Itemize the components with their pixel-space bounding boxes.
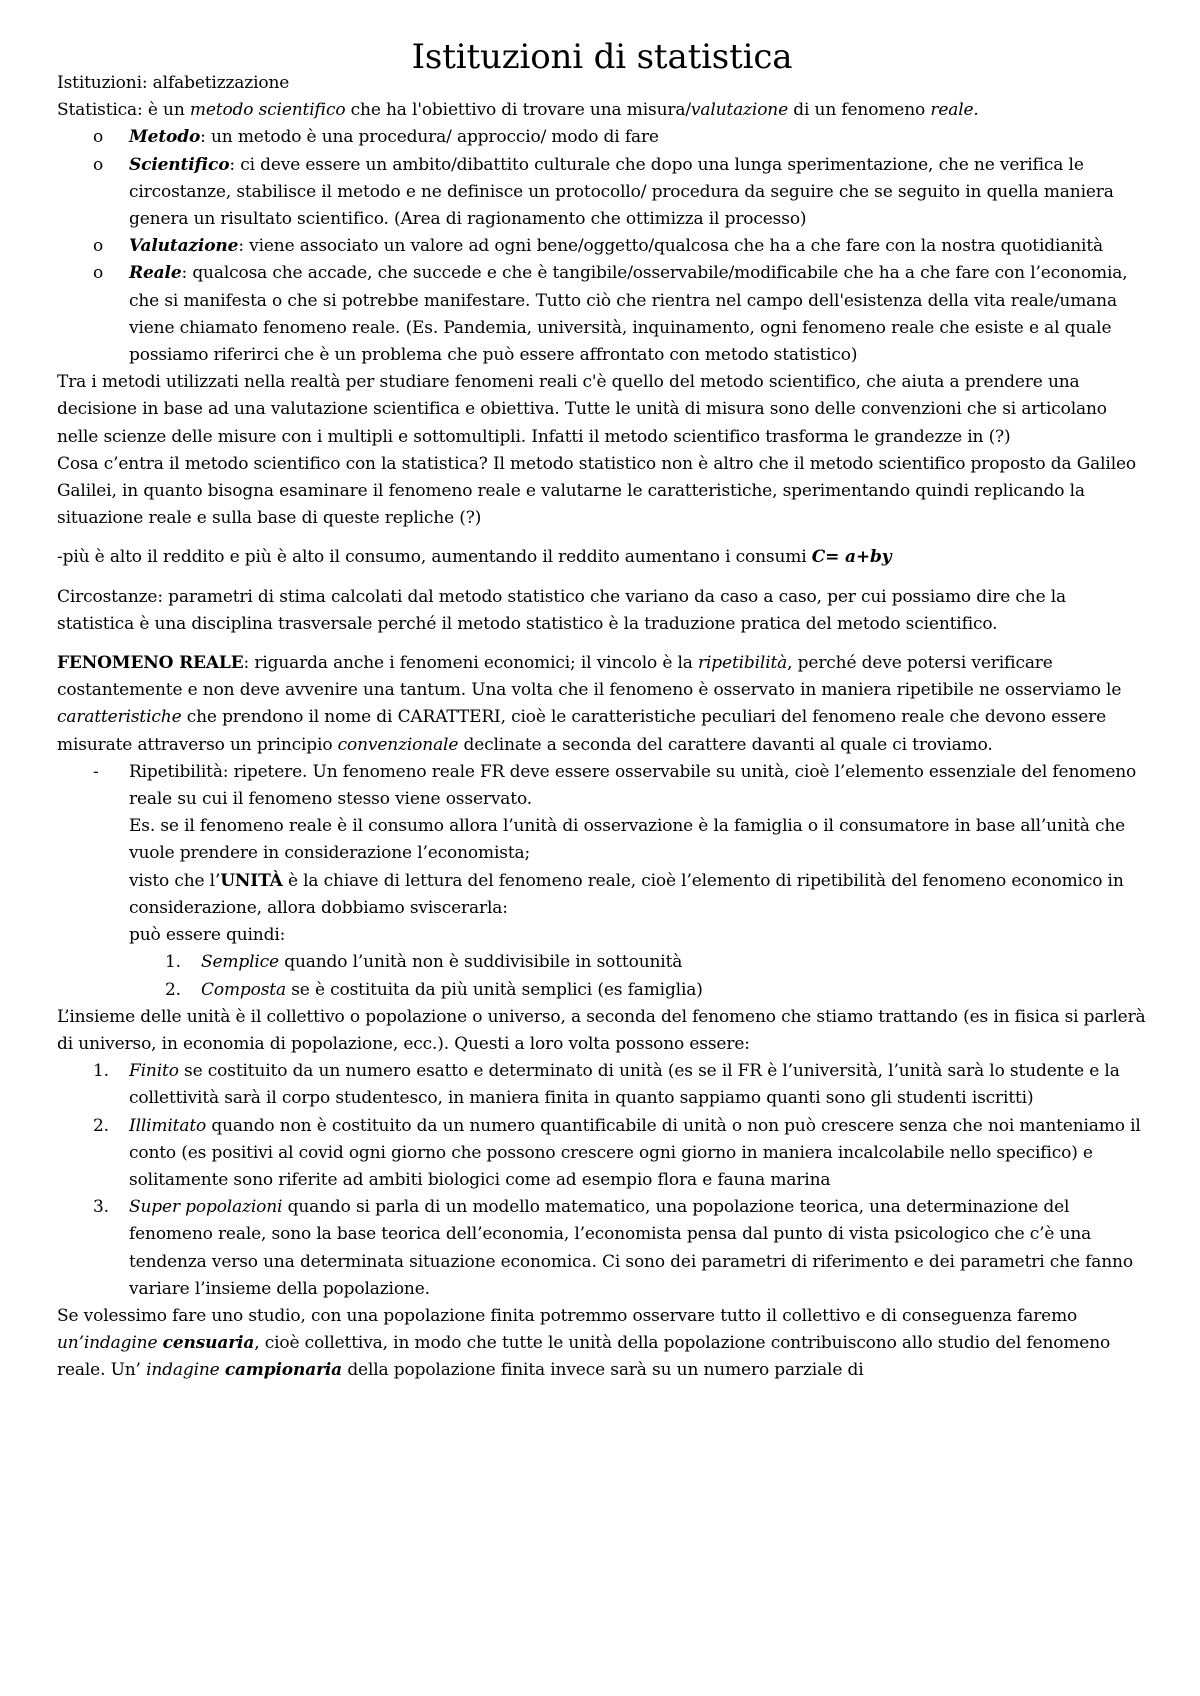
intro-line: Istituzioni: alfabetizzazione [57, 73, 290, 93]
list-item-super-popolazioni: 3. Super popolazioni quando si parla di un modello matematico, una popolazione teorica, una determinazione del fenomeno reale, sono la base teorica dell’economia, l’economista pensa dal punto di vista psicologico che c’è una tendenza verso una determinata situazione economica. Ci sono dei parametri di riferimento e dei parametri che fanno variare l’insieme della popolazione. [93, 1197, 1133, 1299]
paragraph-insieme: L’insieme delle unità è il collettivo o popolazione o universo, a seconda del fenomeno che stiamo trattando (es in fisica si parlerà di universo, in economia di popolazione, ecc.). Questi a loro volta possono essere: [57, 1006, 1146, 1054]
formula: C= a+by [811, 547, 892, 568]
list-item-reale: o Reale: qualcosa che accade, che succede e che è tangibile/osservabile/modificabile che ha a che fare con l’economia, che si manifesta o che si potrebbe manifestare. Tutto ciò che rientra nel campo dell'esistenza della vita reale/umana viene chiamato fenomeno reale. (Es. Pandemia, università, inquinamento, ogni fenomeno reale che esiste e al quale possiamo riferirci che è un problema che può essere affrontato con metodo statistico) [57, 260, 1147, 369]
list-item-ripetibilita: - Ripetibilità: ripetere. Un fenomeno reale FR deve essere osservabile su unità, cioè l’elemento essenziale del fenomeno reale su cui il fenomeno stesso viene osservato. Es. se il fenomeno reale è il consumo allora l’unità di osservazione è la famiglia o il consumatore in base all’unità che vuole prendere in considerazione l’economista; visto che l’UNITÀ è la chiave di lettura del fenomeno reale, cioè l’elemento di ripetibilità del fenomeno economico in considerazione, allora dobbiamo sviscerarla: può essere quindi: 1. Semplice quando l’unità non è suddivisibile in sottounità 2. Composta se è costituita da più unità semplici (es famiglia) [57, 759, 1147, 1004]
list-item-semplice: 1. Semplice quando l’unità non è suddivisibile in sottounità [165, 952, 683, 973]
list-item-metodo: o Metodo: un metodo è una procedura/ approccio/ modo di fare [57, 124, 1147, 151]
unit-types-list [129, 949, 1147, 1003]
definitions-list [57, 124, 1147, 369]
paragraph-cosa-centra: Cosa c’entra il metodo scientifico con la statistica? Il metodo statistico non è altro che il metodo scientifico proposto da Galileo Galilei, in quanto bisogna esaminare il fenomeno reale e valutarne le caratteristiche, sperimentando quindi replicando la situazione reale e sulla base di queste repliche (?) [57, 453, 1136, 529]
list-item-composta: 2. Composta se è costituita da più unità semplici (es famiglia) [165, 979, 703, 1000]
list-item-finito: 1. Finito se costituito da un numero esatto e determinato di unità (es se il FR è l’università, l’unità sarà lo studente e la collettività sarà il corpo studentesco, in maniera finita in quanto sappiamo quanti sono gli studenti iscritti) [93, 1061, 1120, 1109]
document-page [57, 37, 1147, 1385]
list-item-illimitato: 2. Illimitato quando non è costituito da un numero quantificabile di unità o non può crescere senza che noi manteniamo il conto (es positivi al covid ogni giorno che possono crescere ogni giorno in maniera incalcolabile nello specifico) e solitamente sono riferite ad ambiti biologici come ad esempio flora e fauna marina [93, 1115, 1141, 1190]
paragraph-circostanze: Circostanze: parametri di stima calcolati dal metodo statistico che variano da caso a caso, per cui possiamo dire che la statistica è una disciplina trasversale perché il metodo statistico è la traduzione pratica del metodo scientifico. [57, 586, 1067, 634]
paragraph-fenomeno-reale: FENOMENO REALE: riguarda anche i fenomeni economici; il vincolo è la ripetibilità, perché deve potersi verificare costantemente e non deve avvenire una tantum. Una volta che il fenomeno è osservato in maniera ripetibile ne osserviamo le caratteristiche che prendono il nome di CARATTERI, cioè le caratteristiche peculiari del fenomeno reale che devono essere misurate attraverso un principio convenzionale declinate a seconda del carattere davanti al quale ci troviamo. [57, 653, 1122, 755]
ripetibilita-list [57, 759, 1147, 1004]
paragraph-metodi: Tra i metodi utilizzati nella realtà per studiare fenomeni reali c'è quello del metodo scientifico, che aiuta a prendere una decisione in base ad una valutazione scientifica e obiettiva. Tutte le unità di misura sono delle convenzioni che si articolano nelle scienze delle misure con i multipli e sottomultipli. Infatti il metodo scientifico trasforma le grandezze in (?) [57, 372, 1107, 447]
statistica-definition: Statistica: è un metodo scientifico che ha l'obiettivo di trovare una misura/valutazione di un fenomeno reale. [57, 100, 979, 121]
list-item-valutazione: o Valutazione: viene associato un valore ad ogni bene/oggetto/qualcosa che ha a che fare con la nostra quotidianità [57, 233, 1147, 260]
population-types-list [57, 1058, 1147, 1303]
paragraph-reddito: -più è alto il reddito e più è alto il consumo, aumentando il reddito aumentano i consumi C= a+by [57, 547, 892, 568]
page-title: Istituzioni di statistica [411, 37, 793, 77]
paragraph-studio: Se volessimo fare uno studio, con una popolazione finita potremmo osservare tutto il collettivo e di conseguenza faremo un’indagine censuaria, cioè collettiva, in modo che tutte le unità della popolazione contribuiscono allo studio del fenomeno reale. Un’ indagine campionaria della popolazione finita invece sarà su un numero parziale di [57, 1305, 1111, 1381]
list-item-scientifico: o Scientifico: ci deve essere un ambito/dibattito culturale che dopo una lunga sperimentazione, che ne verifica le circostanze, stabilisce il metodo e ne definisce un protocollo/ procedura da seguire che se seguito in quella maniera genera un risultato scientifico. (Area di ragionamento che ottimizza il processo) [57, 152, 1147, 234]
